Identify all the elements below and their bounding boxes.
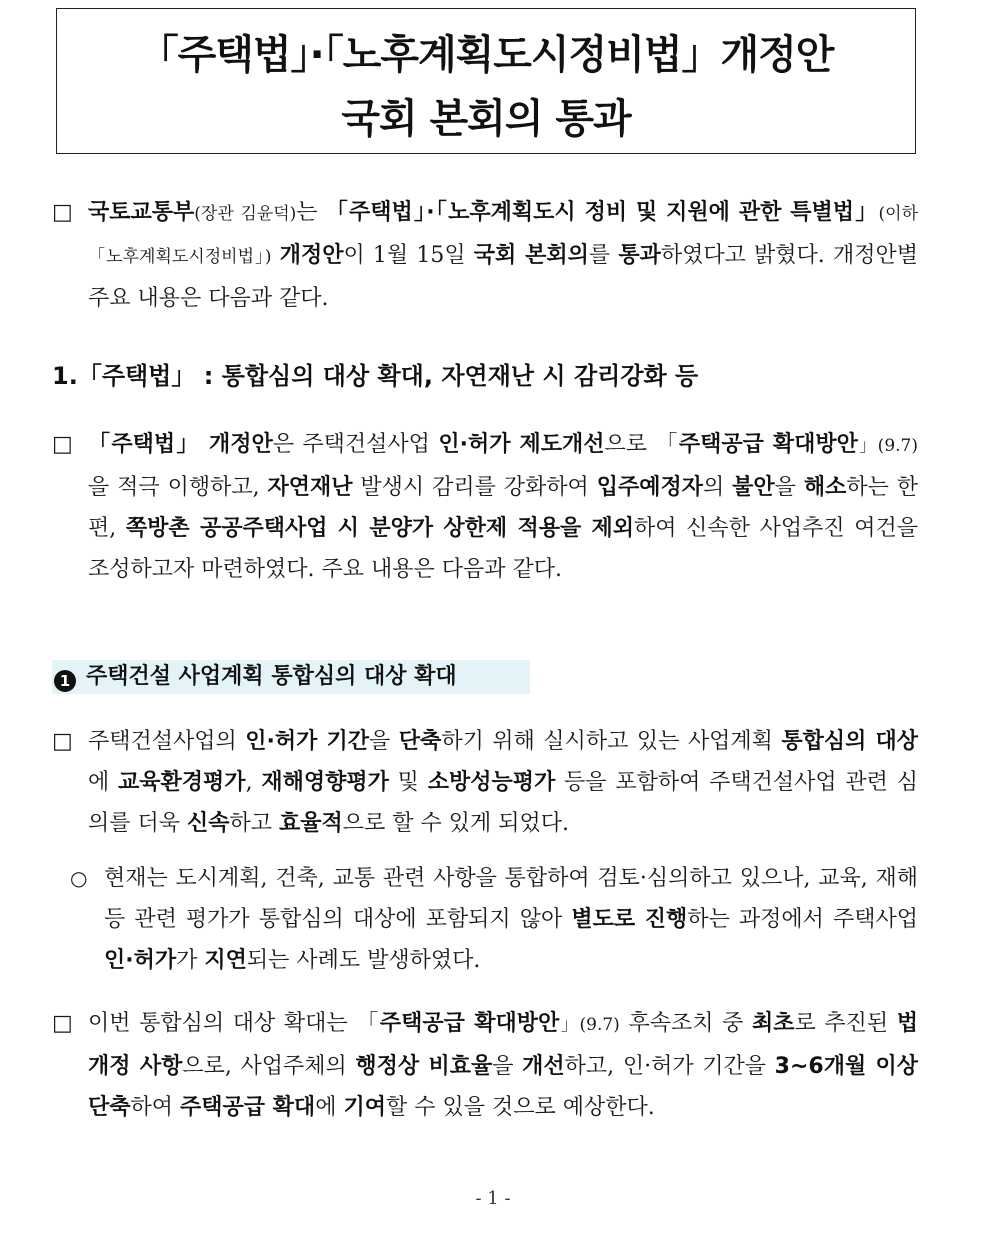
expected-effect-paragraph [52,1003,918,1128]
emphasized-text: 「주택법」·「노후계획도시 정비 및 지원에 관한 특별법」 [325,200,879,225]
body-text: 의 [702,475,733,500]
emphasized-text: 국회 본회의 [473,243,589,268]
emphasized-text: 기여 [343,1095,386,1120]
emphasized-text: 3~6개월 이상 단축 [88,1054,919,1120]
body-text: 을 적극 이행하고, [88,475,268,500]
body-text: 이 1월 15일 [343,243,474,268]
body-text: 하는 과정에서 주택사업 [687,907,918,932]
title-line-2: 국회 본회의 통과 [341,96,631,142]
body-text: 하고, 인·허가 기간을 [564,1054,775,1079]
title-box [56,8,916,154]
body-text: 하고 [229,811,280,836]
body-text: 으로 할 수 있게 되었다. [342,811,570,836]
body-text: 으로, 사업주체의 [182,1054,356,1079]
emphasized-text: 인·허가 제도개선 [438,432,605,457]
subsection-heading [52,660,530,694]
emphasized-text: 행정상 비효율 [355,1054,493,1079]
body-text: 를 [588,243,619,268]
emphasized-text: 교육환경평가 [118,770,246,795]
body-text: 및 [388,770,428,795]
checkbox-bullet-icon: □ [52,1011,73,1036]
subsection-label: 주택건설 사업계획 통합심의 대상 확대 [86,664,457,689]
parenthetical-note: (이하 「노후계획도시정비법」) [88,204,918,267]
body-text: 이번 통합심의 대상 확대는 「 [88,1011,380,1036]
body-text: 하기 위해 실시하고 있는 사업계획 [441,729,782,754]
intro-paragraph [52,192,918,319]
body-text: 하여 [130,1095,181,1120]
body-text: 가 [176,948,205,973]
emphasized-text: 효율적 [279,811,343,836]
body-text: 하여 신속한 사업추진 여건을 조성하고자 마련하였다. 주요 내용은 다음과 같다. [88,516,918,582]
bullet-body [104,858,918,981]
emphasized-text: 인·허가 [104,948,177,973]
paragraph-body [88,424,918,590]
paragraph-body [88,192,918,319]
body-text: 현재는 도시계획, 건축, 교통 관련 사항을 통합하여 검토·심의하고 있으나, 교육, 재해 등 관련 평가가 통합심의 대상에 포함되지 않아 [104,866,918,932]
body-text: 되는 사례도 발생하였다. [246,948,481,973]
emphasized-text: 개선 [522,1054,565,1079]
emphasized-text: 지연 [204,948,247,973]
numbered-circle-icon: 1 [54,670,76,692]
body-text: 할 수 있을 것으로 예상한다. [385,1095,655,1120]
parenthetical-note: 」(9.7) [857,436,918,456]
emphasized-text: 소방성능평가 [427,770,556,795]
emphasized-text: 주택공급 확대방안 [678,432,858,457]
emphasized-text: 최초 [751,1011,795,1036]
emphasized-text: 주택공급 확대방안 [379,1011,560,1036]
body-text: 는 [296,200,326,225]
emphasized-text: 입주예정자 [596,475,703,500]
body-text: 을 [492,1054,523,1079]
emphasized-text: 단축 [398,729,442,754]
body-text: , [245,770,262,795]
emphasized-text: 「주택법」 개정안 [88,432,273,457]
paragraph-body [88,1003,918,1128]
body-text: 은 주택건설사업 [272,432,439,457]
emphasized-text: 국토교통부 [88,200,195,225]
emphasized-text: 불안 [732,475,775,500]
checkbox-bullet-icon: □ [52,200,73,225]
emphasized-text: 인·허가 기간 [245,729,370,754]
body-text: 하는 한편, [88,475,918,541]
page-number: - 1 - [475,1188,511,1209]
body-text: 후속조치 중 [619,1011,752,1036]
emphasized-text: 통합심의 대상 [781,729,919,754]
integrated-review-paragraph [52,721,918,844]
emphasized-text: 별도로 진행 [571,907,688,932]
circle-bullet-icon: ○ [70,866,88,890]
parenthetical-note: (장관 김윤덕) [194,204,297,224]
emphasized-text: 통과 [618,243,661,268]
amendment-summary-paragraph [52,424,918,590]
emphasized-text: 주택공급 확대 [180,1095,316,1120]
body-text: 에 [315,1095,344,1120]
body-text [272,243,280,268]
paragraph-body [88,721,918,844]
emphasized-text: 해소 [803,475,847,500]
emphasized-text: 신속 [187,811,230,836]
emphasized-text: 재해영향평가 [261,770,389,795]
section-heading: 1.「주택법」 : 통합심의 대상 확대, 자연재난 시 감리강화 등 [52,362,699,390]
body-text: 을 [774,475,804,500]
emphasized-text: 자연재난 [267,475,353,500]
checkbox-bullet-icon: □ [52,729,73,754]
emphasized-text: 쪽방촌 공공주택사업 시 분양가 상한제 적용을 제외 [125,516,635,541]
checkbox-bullet-icon: □ [52,432,73,457]
body-text: 하였다고 밝혔다. 개정안별 주요 내용은 다음과 같다. [88,243,918,311]
body-text: 을 [369,729,399,754]
body-text: 로 추진된 [794,1011,897,1036]
title-line-1: 「주택법」·「노후계획도시정비법」개정안 [138,32,834,78]
parenthetical-note: 」(9.7) [559,1015,620,1035]
body-text: 주택건설사업의 [88,729,246,754]
emphasized-text: 법개정 사항 [88,1011,918,1079]
body-text: 으로 「 [604,432,679,457]
body-text: 에 [88,770,119,795]
emphasized-text: 개정안 [279,243,344,268]
current-status-bullet [70,858,918,981]
body-text: 발생시 감리를 강화하여 [352,475,597,500]
body-text: 등을 포함하여 주택건설사업 관련 심의를 더욱 [88,770,918,836]
